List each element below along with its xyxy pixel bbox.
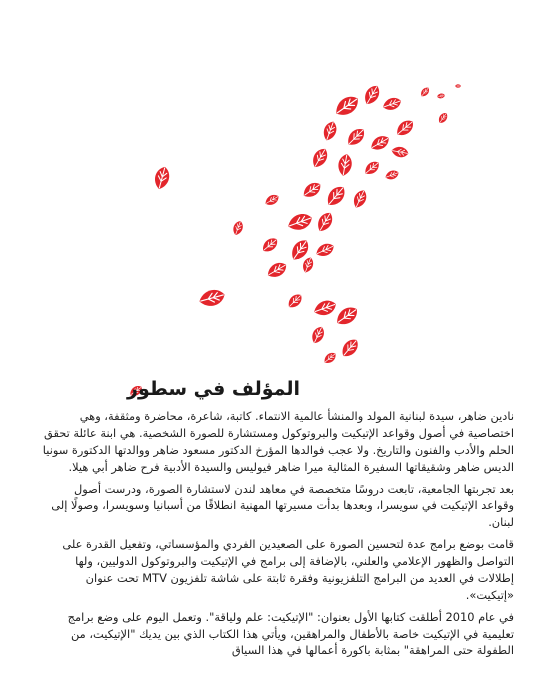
leaf-icon [344, 125, 368, 149]
leaf-icon [338, 336, 361, 360]
leaf-icon [314, 241, 336, 259]
leaf-icon [286, 211, 315, 234]
leaf-icon [381, 95, 403, 112]
leaf-icon [285, 291, 304, 310]
bio-paragraph: في عام 2010 أطلقت كتابها الأول بعنوان: "الإتيكيت: علم ولياقة". وتعمل اليوم على وضع برامج تعليمية في الإتيكيت خاصة بالأطفال والمراهقين، ويأتي هذا الكتاب الذي بين يديك "الإتيكيت، من الطفولة حتى المراهقة" بمثابة باكورة أعمالها في هذا السياق [67, 609, 514, 658]
leaf-icon [323, 183, 348, 209]
page-title: المؤلف في سطور [127, 378, 300, 400]
leaf-icon [322, 350, 338, 365]
leaf-icon [301, 256, 315, 274]
leaf-icon [332, 92, 362, 120]
leaf-icon [231, 219, 245, 236]
bio-paragraph: بعد تجربتها الجامعية، تابعت دروسًا متخصصة في معاهد لندن لاستشارة الصورة، ودرست أصول وقواعد الإتيكيت في سويسرا، وبعدها بدأت مسيرتها المهنية انطلاقًا من أسبانيا وسويسرا، وصولًا إلى لبنان. [51, 481, 514, 530]
leaf-icon [351, 188, 369, 210]
leaf-icon [368, 133, 391, 153]
leaf-icon [362, 159, 382, 178]
leaf-icon [333, 303, 361, 329]
leaf-icon [384, 169, 400, 182]
leaf-icon [437, 93, 446, 99]
leaf-icon [393, 117, 416, 139]
leaf-icon [309, 146, 330, 170]
bio-paragraph: قامت بوضع برامج عدة لتحسين الصورة على الصعيدين الفردي والمؤسساتي، وتفعيل القدرة على التواصل والظهور الإعلامي والعلني، بالإضافة إلى برامج في الإتيكيت والبروتوكول الدوليين، ولها إطلالات في العديد من البرامج التلفزيونية وفقرة ثابتة على شاشة تلفزيون MTV تحت عنوان «إتيكيت». [62, 537, 514, 602]
leaf-icon [455, 84, 461, 88]
leaf-icon [337, 153, 354, 177]
leaf-icon [152, 165, 171, 191]
leaf-icon [197, 287, 226, 309]
leaf-icon [419, 86, 431, 99]
author-biography [38, 408, 514, 664]
leaf-icon [437, 111, 450, 125]
leaf-icon [321, 120, 339, 143]
leaf-icon [314, 210, 335, 234]
bio-paragraph: نادين ضاهر، سيدة لبنانية المولد والمنشأ عالمية الانتماء. كاتبة، شاعرة، محاضرة ومثقفة، وهي اختصاصية في أصول وقواعد الإتيكيت والبروتوكول ومستشارة للصورة الشخصية. هي ابنة عائلة تحقق الحلم والأدب والفنون والتاريخ. ولا عجب فوالدها المؤرخ الدكتور مسعود ضاهر ووالدتها الدكتورة سونيا الديس ضاهر وشقيقاتها السفيرة المثالية ميرا ضاهر فيوليس والسيدة الأدبية فرح ضاهر أبي هيلا. [42, 409, 514, 474]
leaf-icon [309, 325, 326, 346]
leaf-icon [260, 235, 281, 255]
leaf-icon [265, 259, 289, 280]
leaf-icon [300, 179, 323, 200]
leaf-icon [391, 146, 410, 159]
leaf-icon [263, 192, 280, 207]
leaf-icon [312, 298, 338, 319]
leaf-icon [361, 83, 382, 107]
